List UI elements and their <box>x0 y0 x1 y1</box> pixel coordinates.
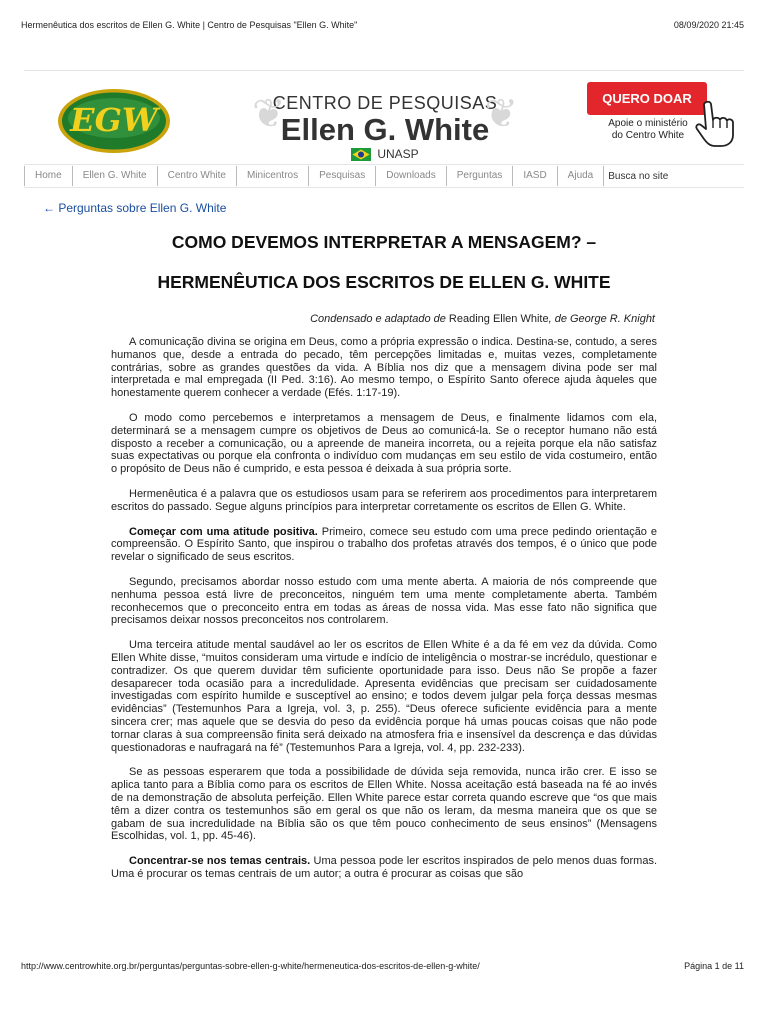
nav-item-minicentros[interactable]: Minicentros <box>237 166 309 186</box>
credit-prefix: Condensado e adaptado de <box>310 313 446 325</box>
print-header-title: Hermenêutica dos escritos de Ellen G. White | Centro de Pesquisas "Ellen G. White" <box>21 20 358 30</box>
brand-line3-row <box>250 147 520 161</box>
donate-caption-line2: do Centro White <box>611 130 685 141</box>
brand-line3: UNASP <box>377 147 419 161</box>
article-body <box>111 336 657 893</box>
article-title-line1: COMO DEVEMOS INTERPRETAR A MENSAGEM? – <box>171 232 597 252</box>
right-ornament-icon: ❦ <box>484 91 518 137</box>
nav-item-home[interactable]: Home <box>24 166 73 186</box>
print-footer <box>21 961 744 971</box>
article-credit <box>310 313 655 325</box>
nav-item-centro-white[interactable]: Centro White <box>158 166 237 186</box>
nav-item-pesquisas[interactable]: Pesquisas <box>309 166 376 186</box>
paragraph: Se as pessoas esperarem que toda a possibilidade de dúvida seja removida, nunca irão crer. E isso se aplica tanto para a Bíblia como para os escritos de Ellen White. Nossa aceitação está baseada na fé ao invés de na demonstração de absoluta perfeição. Ellen White parece estar correta quando escreve que “os que mais têm a dizer contra os testemunhos são em geral os que não os leram, da mesma maneira que os que se gabam de sua incredulidade na Bíblia são os que têm pouco conhecimento de seus ensinos” (Mensagens Escolhidas, vol. 1, pp. 45-46). <box>111 766 657 843</box>
paragraph: Hermenêutica é a palavra que os estudiosos usam para se referirem aos procedimentos para interpretarem escritos do passado. Segue alguns princípios para interpretar corretamente os escritos de Ellen G. White. <box>111 487 657 513</box>
egw-logo[interactable] <box>57 88 171 154</box>
paragraph: A comunicação divina se origina em Deus, como a própria expressão o indica. Destina-se, contudo, a seres humanos que, desde a entrada do pecado, têm percepções limitadas e, muitas vezes, completamente contrárias, sobre as grandes questões da vida. A Bíblia nos diz que a mensagem divina pode ser mal interpretada e mal empregada (II Ped. 3:16). Ao mesmo tempo, o Espírito Santo oferece ajuda àqueles que honestamente querem conhecer a verdade (Efés. 1:17-19). <box>111 336 657 400</box>
back-link[interactable]: ← Perguntas sobre Ellen G. White <box>43 201 227 215</box>
nav-item-downloads[interactable]: Downloads <box>376 166 446 186</box>
logo-text: EGW <box>70 101 158 139</box>
footer-url: http://www.centrowhite.org.br/perguntas/perguntas-sobre-ellen-g-white/hermeneutica-dos-escritos-de-ellen-g-white/ <box>21 961 480 971</box>
brand-block[interactable] <box>250 90 520 165</box>
brand-line1: CENTRO DE PESQUISAS <box>272 93 498 113</box>
left-ornament-icon: ❦ <box>252 91 286 137</box>
nav-item-ellen-g-white[interactable]: Ellen G. White <box>73 166 158 186</box>
pointer-hand-icon <box>692 100 738 148</box>
print-header-datetime: 08/09/2020 21:45 <box>673 20 744 30</box>
credit-author: , de George R. Knight <box>548 313 655 325</box>
search-input[interactable]: Busca no site <box>608 170 669 182</box>
nav-item-ajuda[interactable]: Ajuda <box>558 166 605 186</box>
paragraph: Uma terceira atitude mental saudável ao ler os escritos de Ellen White é a da fé em vez da dúvida. Como Ellen White disse, “muitos consideram uma virtude e indício de inteligência o mostrar-se incrédulo, questionar e contradizer. Os que querem duvidar têm suficiente oportunidade para isso. Deus não Se propõe a fazer desaparecer toda ocasião para a incredulidade. Apresenta evidências que precisam ser cuidadosamente investigadas com espírito humilde e susceptível ao ensino; e todos devem julgar pela força dessas mesmas evidências” (Testemunhos Para a Igreja, vol. 3, p. 255). “Deus oferece suficiente evidência para a mente sincera crer; mas aquele que se desvia do peso da evidência porque há umas poucas coisas que não pode tornar claras à sua compreensão finita será deixado na atmosfera fria e insensível da descrença e das dúvidas questionadoras e naufragará na fé” (Testemunhos Para a Igreja, vol. 4, pp. 232-233). <box>111 639 657 754</box>
nav-item-iasd[interactable]: IASD <box>513 166 557 186</box>
print-header <box>21 20 744 30</box>
paragraph: Segundo, precisamos abordar nosso estudo com uma mente aberta. A maioria de nós compreende que nenhuma pessoa está livre de preconceitos, ninguém tem uma mente completamente aberta. Também reconhecemos que o preconceito entra em todas as áreas de nossa vida. Mas esse fato não significa que precisamos deixar nossos preconceitos nos controlarem. <box>111 575 657 627</box>
brazil-flag-icon <box>351 148 371 161</box>
main-nav <box>24 164 744 188</box>
brand-line2: Ellen G. White <box>280 112 490 147</box>
donate-caption <box>588 118 708 142</box>
article-title-line2: HERMENÊUTICA DOS ESCRITOS DE ELLEN G. WHITE <box>157 272 611 292</box>
nav-item-perguntas[interactable]: Perguntas <box>447 166 514 186</box>
footer-page-number: Página 1 de 11 <box>684 961 744 971</box>
donate-caption-line1: Apoie o ministério <box>608 118 688 129</box>
credit-book: Reading Ellen White <box>448 313 549 325</box>
donate-button[interactable]: QUERO DOAR <box>587 82 707 115</box>
paragraph: O modo como percebemos e interpretamos a mensagem de Deus, e finalmente lidamos com ela, determinará se a mensagem cumpre os objetivos de Deus ao comunicá-la. Se o receptor humano não está disposto a receber a comunicação, ou a apreende de maneira incorreta, ou a rejeita porque ela não satisfaz suas expectativas ou porque ela confronta o indivíduo com mudanças em seu estilo de vida costumeiro, então o propósito de Deus não é cumprido, e esta pessoa é deixada à sua própria sorte. <box>111 411 657 476</box>
header-divider <box>24 70 744 71</box>
paragraph: Concentrar-se nos temas centrais. Uma pessoa pode ler escritos inspirados de pelo menos duas formas. Uma é procurar os temas centrais de um autor; a outra é procurar as coisas que são <box>111 855 657 880</box>
paragraph: Começar com uma atitude positiva. Primeiro, comece seu estudo com uma prece pedindo orientação e compreensão. O Espírito Santo, que inspirou o trabalho dos profetas através dos tempos, é o único que pode revelar o significado de seus escritos. <box>111 525 658 564</box>
